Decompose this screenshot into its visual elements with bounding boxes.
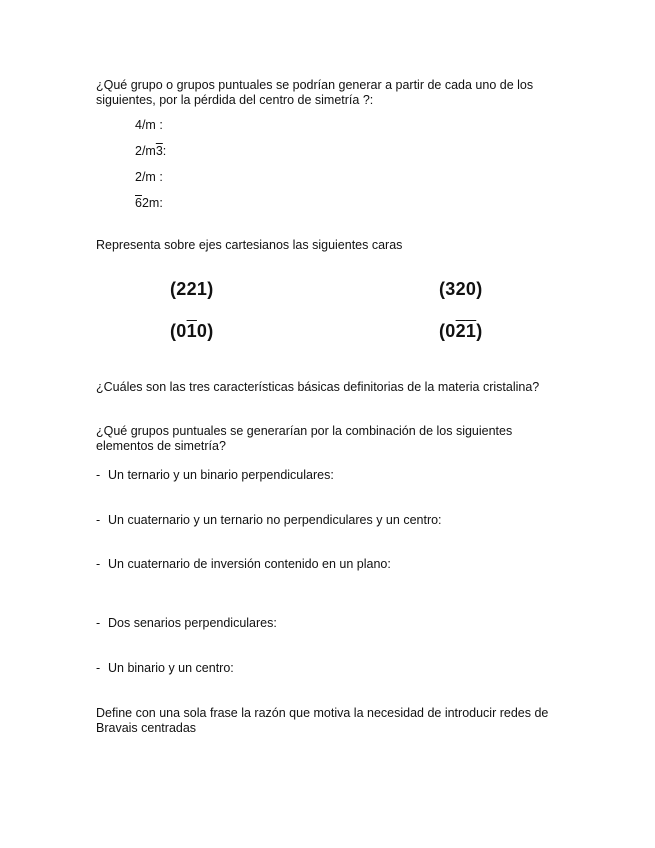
question-2-text: Representa sobre ejes cartesianos las siguientes caras — [96, 238, 403, 252]
list-item: - Dos senarios perpendiculares: — [96, 616, 277, 630]
question-1-text: ¿Qué grupo o grupos puntuales se podrían generar a partir de cada uno de los siguientes, por la pérdida del centro de simetría ?: — [96, 78, 534, 107]
list-item: - Un cuaternario y un ternario no perpendiculares y un centro: — [96, 513, 442, 527]
point-group-2-m: 2/m : — [135, 170, 163, 184]
miller-index-0-2bar-1bar: (021) — [439, 321, 483, 341]
list-item: - Un cuaternario de inversión contenido en un plano: — [96, 557, 391, 571]
question-5-text: Define con una sola frase la razón que motiva la necesidad de introducir redes de Bravais centradas — [96, 706, 549, 735]
miller-index-221: (221) — [170, 279, 214, 299]
point-group-2-m-3bar: 2/m3: — [135, 144, 167, 158]
point-group-6bar-2m: 62m: — [135, 196, 163, 210]
miller-index-0-1bar-0: (010) — [170, 321, 214, 341]
miller-index-320: (320) — [439, 279, 483, 299]
list-item: - Un binario y un centro: — [96, 661, 234, 675]
list-item: - Un ternario y un binario perpendiculares: — [96, 468, 334, 482]
point-group-4-m: 4/m : — [135, 118, 163, 132]
question-4-text: ¿Qué grupos puntuales se generarían por la combinación de los siguientes elementos de simetría? — [96, 424, 513, 453]
question-3-text: ¿Cuáles son las tres características básicas definitorias de la materia cristalina? — [96, 380, 540, 394]
